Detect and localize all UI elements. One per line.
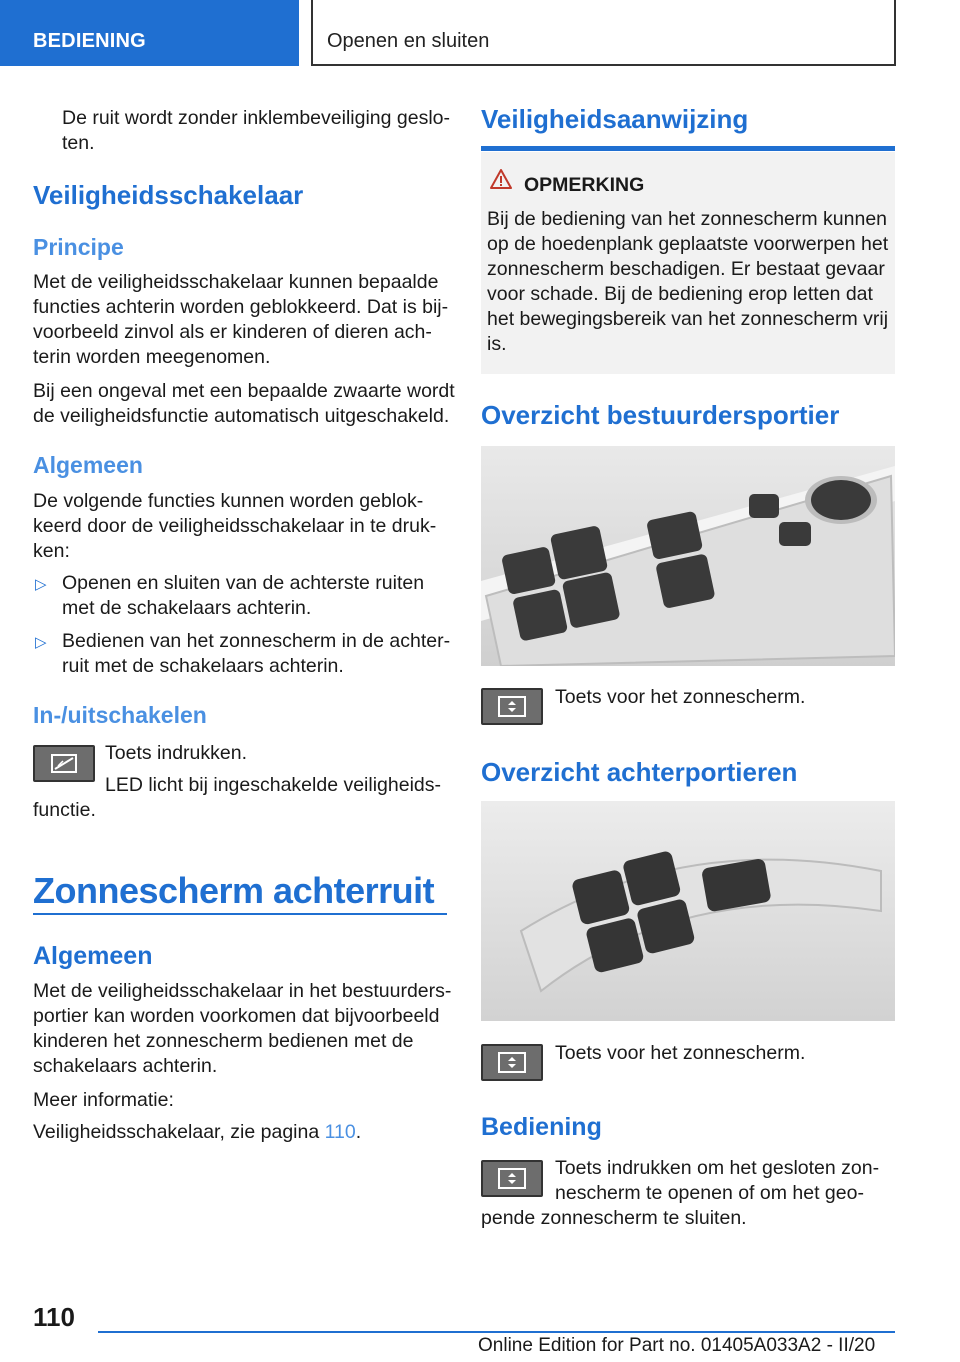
note-title: OPMERKING — [524, 174, 645, 196]
heading-general-2: Algemeen — [33, 942, 153, 970]
sunshade-button-icon — [481, 688, 543, 725]
principle-line: terin worden meegenomen. — [33, 346, 271, 368]
note-line: is. — [487, 333, 507, 355]
bullet-line: ruit met de schakelaars achterin. — [62, 655, 344, 677]
section-label: BEDIENING — [33, 30, 146, 52]
page-reference-link[interactable]: 110 — [324, 1121, 356, 1143]
onoff-press-text: Toets indrukken. — [105, 742, 247, 764]
general2-line: Met de veiligheidsschakelaar in het bestuurders- — [33, 980, 452, 1002]
bullet-line: Bedienen van het zonnescherm in de achter- — [62, 630, 451, 652]
general-line: De volgende functies kunnen worden geblok- — [33, 490, 424, 512]
heading-rear-doors: Overzicht achterportieren — [481, 757, 798, 787]
chapter-title: Openen en sluiten — [327, 30, 490, 52]
driver-door-switch-photo — [481, 446, 895, 666]
operation-line: Toets indrukken om het gesloten zon- — [555, 1157, 880, 1179]
principle2-line: Bij een ongeval met een bepaalde zwaarte wordt — [33, 380, 455, 402]
note-line: zonnescherm beschadigen. Er bestaat gevaar — [487, 258, 885, 280]
operation-line3: pende zonnescherm te sluiten. — [481, 1207, 747, 1229]
heading-safety-note: Veiligheidsaanwijzing — [481, 104, 749, 134]
heading-driver-door: Overzicht bestuurdersportier — [481, 400, 840, 430]
general-line: keerd door de veiligheidsschakelaar in te druk- — [33, 515, 437, 537]
general-line: ken: — [33, 540, 70, 562]
principle-line: Met de veiligheidsschakelaar kunnen bepaalde — [33, 271, 439, 293]
reference-end: . — [355, 1121, 362, 1143]
rear-caption: Toets voor het zonnescherm. — [555, 1042, 806, 1064]
note-line: Bij de bediening van het zonnescherm kunnen — [487, 208, 888, 230]
sunshade-button-icon — [481, 1160, 543, 1197]
chapter-header — [311, 0, 896, 66]
heading-rule — [33, 913, 447, 915]
heading-general: Algemeen — [33, 452, 143, 478]
bullet-line: Openen en sluiten van de achterste ruiten — [62, 572, 425, 594]
onoff-led-line1: LED licht bij ingeschakelde veiligheids- — [105, 774, 442, 796]
driver-caption: Toets voor het zonnescherm. — [555, 686, 806, 708]
intro-text-line2: ten. — [62, 132, 95, 154]
edition-footer: Online Edition for Part no. 01405A033A2 - II/20 — [478, 1335, 876, 1356]
section-tab[interactable] — [0, 0, 299, 66]
operation-line: nescherm te openen of om het geo- — [555, 1182, 864, 1204]
principle-line: voorbeeld zinvol als er kinderen of dieren ach- — [33, 321, 432, 343]
heading-sunshade: Zonnescherm achterruit — [33, 870, 435, 911]
reference-text — [33, 1120, 361, 1145]
more-info-label: Meer informatie: — [33, 1089, 174, 1111]
intro-text-line1: De ruit wordt zonder inklembeveiliging geslo- — [62, 107, 451, 129]
general2-line: portier kan worden voorkomen dat bijvoorbeeld — [33, 1005, 440, 1027]
sunshade-button-icon — [481, 1044, 543, 1081]
warning-triangle-icon — [489, 168, 513, 195]
heading-on-off: In-/uitschakelen — [33, 702, 207, 728]
general2-line: kinderen het zonnescherm bedienen met de — [33, 1030, 414, 1052]
principle2-line: de veiligheidsfunctie automatisch uitgeschakeld. — [33, 405, 450, 427]
bullet-triangle-icon: ▷ — [35, 576, 47, 593]
note-top-rule — [481, 146, 895, 151]
heading-safety-switch: Veiligheidsschakelaar — [33, 180, 304, 210]
reference-label: Veiligheidsschakelaar, zie pagina — [33, 1121, 325, 1143]
footer-rule — [98, 1331, 895, 1333]
heading-principle: Principe — [33, 234, 124, 260]
page-number: 110 — [33, 1302, 75, 1332]
note-line: het bewegingsbereik van het zonnescherm vrij — [487, 308, 889, 330]
window-lock-button-icon — [33, 745, 95, 782]
principle-line: functies achterin worden geblokkeerd. Dat is bij- — [33, 296, 449, 318]
onoff-led-line2: functie. — [33, 799, 96, 821]
rear-door-switch-photo — [481, 801, 895, 1021]
heading-operation: Bediening — [481, 1113, 602, 1141]
bullet-line: met de schakelaars achterin. — [62, 597, 312, 619]
note-line: op de hoedenplank geplaatste voorwerpen het — [487, 233, 889, 255]
note-line: voor schade. Bij de bediening erop letten dat — [487, 283, 873, 305]
general2-line: schakelaars achterin. — [33, 1055, 218, 1077]
bullet-triangle-icon: ▷ — [35, 634, 47, 651]
